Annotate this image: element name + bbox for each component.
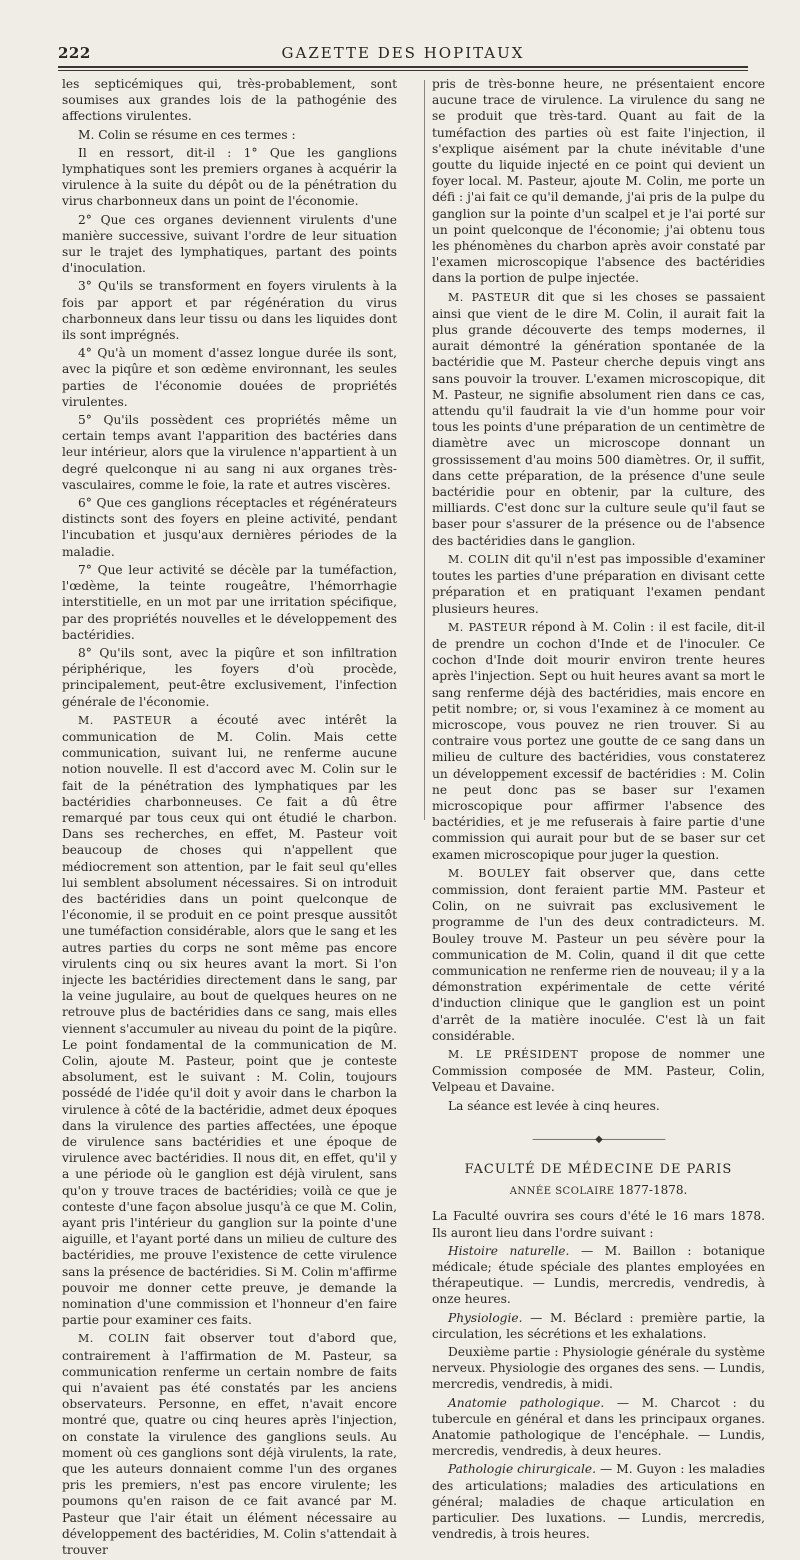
paragraph-text: 2° Que ces organes deviennent virulents d'une manière successive, suivant l'ordre de leur situation sur le trajet des lymphatiques, partant des points d'inoculation. bbox=[62, 212, 397, 276]
paragraph bbox=[62, 76, 397, 125]
paragraph-text: fait observer que, dans cette commission, dont feraient partie MM. Pasteur et Colin, on ne suivrait pas exclusivement le programme de l'un des deux contradicteurs. M. Bouley trouve M. Pasteur un peu sévère pour la communication de M. Colin, quand il dit que cette communication ne renferme rien de nouveau; il y a la démonstration expérimentale de cette vérité d'induction clinique que le ganglion est un point d'arrêt de la matière inoculée. C'est là un fait considérable. bbox=[432, 865, 765, 1043]
running-head: GAZETTE DES HOPITAUX bbox=[281, 44, 525, 62]
paragraph-text: 6° Que ces ganglions réceptacles et régénérateurs distincts sont des foyers en pleine activité, pendant l'incubation et jusqu'aux dernières périodes de la maladie. bbox=[62, 496, 397, 559]
paragraph bbox=[62, 278, 397, 343]
paragraph bbox=[432, 1098, 765, 1114]
paragraph bbox=[432, 551, 765, 617]
paragraph-text: propose de nommer une Commission composée de MM. Pasteur, Colin, Velpeau et Davaine. bbox=[432, 1046, 765, 1095]
left-column bbox=[62, 76, 397, 1560]
paragraph-text: 4° Qu'à un moment d'assez longue durée ils sont, avec la piqûre et son œdème environnant, les seules parties de l'économie douées de propriétés virulentes. bbox=[62, 346, 397, 409]
paragraph-text: les septicémiques qui, très-probablement, sont soumises aux grandes lois de la pathogénie des affections virulentes. bbox=[62, 77, 397, 124]
paragraph bbox=[432, 865, 765, 1044]
paragraph bbox=[432, 1344, 765, 1393]
course-name: Histoire naturelle. bbox=[448, 1243, 570, 1258]
paragraph bbox=[62, 412, 397, 493]
paragraph bbox=[432, 619, 765, 863]
paragraph bbox=[62, 562, 397, 643]
paragraph bbox=[62, 495, 397, 560]
paragraph bbox=[432, 1046, 765, 1096]
speaker-name: M. PASTEUR bbox=[78, 713, 172, 727]
paragraph-text: 5° Qu'ils possèdent ces propriétés même un certain temps avant l'apparition des bactéries dans leur intérieur, alors que la virulence n'appartient à un degré quelconque ni au sang ni aux organes très-vasculaires, comme le foie, la rate et autres viscères. bbox=[62, 413, 397, 492]
paragraph-text: 3° Qu'ils se transforment en foyers virulents à la fois par apport et par régénération du virus charbonneux dans leur tissu ou dans les liquides dont ils sont imprégnés. bbox=[62, 279, 397, 343]
speaker-name: M. PASTEUR bbox=[448, 290, 530, 304]
paragraph bbox=[432, 1208, 765, 1240]
paragraph-text: La Faculté ouvrira ses cours d'été le 16 mars 1878. Ils auront lieu dans l'ordre suivant : bbox=[432, 1209, 765, 1240]
paragraph-text: — M. Guyon : les maladies des articulations; maladies des articulations en général; maladies de chaque articulation en particulier. Des luxations. — Lundis, mercredis, vendredis, à trois heures. bbox=[432, 1462, 765, 1542]
paragraph-text: dit que si les choses se passaient ainsi que vient de le dire M. Colin, il aurait fait la plus grande découverte des temps modernes, il aurait démontré la génération spontanée de la bactéridie que M. Pasteur cherche depuis vingt ans sans pouvoir la trouver. L'examen microscopique, dit M. Pasteur, ne signifie absolument rien dans ce cas, attendu qu'il faudrait la vie d'un homme pour voir tous les points d'une préparation de un centimètre de diamètre avec un microscope donnant un grossissement d'au moins 500 diamètres. Or, il suffit, dans cette préparation, de la présence d'une seule bactéridie pour en obtenir, par la culture, des milliards. C'est donc sur la culture seule qu'il faut se baser pour s'assurer de la présence ou de l'absence des bactéridies dans le ganglion. bbox=[432, 289, 766, 548]
section-subtitle bbox=[432, 1182, 765, 1200]
header-rule-thin bbox=[58, 70, 748, 71]
paragraph bbox=[62, 127, 397, 143]
paragraph-text: a écouté avec intérêt la communication de M. Colin. Mais cette communication, suivant lui, ne renferme aucune notion nouvelle. Il est d'accord avec M. Colin sur le fait de la pénétration des lymphatiques par les bactéridies charbonneuses. Ce fait a dû être remarqué par tous ceux qui ont étudié le charbon. Dans ses recherches, en effet, M. Pasteur voit beaucoup de choses qui n'appellent que médiocrement son attention, par le fait seul qu'elles lui semblent absolument nécessaires. Si on introduit des bactéridies dans un point quelconque de l'économie, il se produit en ce point presque aussitôt une tuméfaction considérable, alors que le sang et les autres parties du corps ne sont même pas encore virulents cinq ou six heures avant la mort. Si l'on injecte les bactéridies directement dans le sang, par la veine jugulaire, au bout de quelques heures on ne retrouve plus de bactéridies dans ce sang, mais elles viennent s'accumuler au niveau du point de la piqûre. Le point fondamental de la communication de M. Colin, ajoute M. Pasteur, point que je conteste absolument, est le suivant : M. Colin, toujours possédé de l'idée qu'il doit y avoir dans le charbon la virulence à côté de la bactéridie, admet deux époques dans la virulence des parties affectées, une époque de virulence sans bactéridies et une époque de virulence avec bactéridies. Il nous dit, en effet, qu'il y a une période où le ganglion est déjà virulent, sans qu'on y trouve traces de bactéridies; voilà ce que je conteste d'une façon absolue jusqu'à ce que M. Colin, ayant pris l'intérieur du ganglion sur la pointe d'une aiguille, et l'ayant porté dans un milieu de culture des bactéridies, me prouve l'existence de cette virulence sans la présence de bactéridies. Si M. Colin m'affirme pouvoir me donner cette preuve, je demande la nomination d'une commission et l'honneur d'en faire partie pour examiner ces faits. bbox=[62, 712, 398, 1328]
course-name: Pathologie chirurgicale. bbox=[448, 1462, 597, 1477]
paragraph-text: Il en ressort, dit-il : 1° Que les ganglions lymphatiques sont les premiers organes à acquérir la virulence à la suite du dépôt ou de la pénétration du virus charbonneux dans un point de l'économie. bbox=[62, 145, 397, 209]
speaker-name: M. PASTEUR bbox=[448, 620, 527, 634]
subtitle-years: 1877-1878. bbox=[618, 1183, 688, 1198]
header-rule bbox=[58, 66, 748, 68]
section-paragraphs bbox=[432, 1208, 765, 1542]
paragraph-text: 7° Que leur activité se décèle par la tuméfaction, l'œdème, la teinte rougeâtre, l'hémorrhagie interstitielle, en un mot par une irritation spécifique, par des propriétés nouvelles et le développement des bactéridies. bbox=[62, 562, 397, 642]
section-title: FACULTÉ DE MÉDECINE DE PARIS bbox=[464, 1162, 733, 1177]
page-header bbox=[58, 44, 748, 64]
paragraph bbox=[62, 712, 397, 1329]
paragraph-text: 8° Qu'ils sont, avec la piqûre et son infiltration périphérique, les foyers d'où procède, principalement, peut-être exclusivement, l'infection générale de l'économie. bbox=[62, 645, 397, 709]
paragraph bbox=[432, 289, 765, 549]
speaker-name: M. BOULEY bbox=[448, 866, 531, 880]
paragraph-text: M. Colin se résume en ces termes : bbox=[78, 127, 296, 142]
paragraph-text: dit qu'il n'est pas impossible d'examiner toutes les parties d'une préparation en divisant cette préparation et en pratiquant l'examen pendant plusieurs heures. bbox=[432, 551, 765, 616]
paragraph bbox=[62, 645, 397, 710]
paragraph bbox=[432, 1243, 765, 1308]
paragraph-text: La séance est levée à cinq heures. bbox=[448, 1098, 660, 1113]
speaker-name: M. LE PRÉSIDENT bbox=[448, 1047, 579, 1061]
paragraph-text: répond à M. Colin : il est facile, dit-il de prendre un cochon d'Inde et de l'inoculer. Ce cochon d'Inde doit mourir environ trente heures après l'injection. Sept ou huit heures avant sa mort le sang renferme déjà des bactéridies, mais encore en petit nombre; or, si vous l'examinez à ce moment au microscope, vous pouvez ne rien trouver. Si au contraire vous portez une goutte de ce sang dans un milieu de culture des bactéridies, vous constaterez un développement excessif de bactéridies : M. Colin ne peut donc pas se baser sur l'examen microscopique pour affirmer l'absence des bactéridies, et je me refuserais à faire partie d'une commission qui aurait pour but de se baser sur cet examen microscopique pour juger la question. bbox=[432, 619, 765, 862]
section-separator: ———————◆——————— bbox=[532, 1133, 665, 1145]
paragraph-text: Deuxième partie : Physiologie générale du système nerveux. Physiologie des organes des sens. — Lundis, mercredis, vendredis, à midi. bbox=[432, 1345, 765, 1392]
course-name: Anatomie pathologique. bbox=[448, 1395, 605, 1410]
paragraph bbox=[432, 1461, 765, 1542]
paragraph bbox=[432, 1395, 765, 1460]
paragraph bbox=[62, 145, 397, 210]
paragraph bbox=[62, 1330, 397, 1558]
speaker-name: M. COLIN bbox=[448, 552, 510, 566]
paragraph bbox=[432, 76, 765, 287]
speaker-name: M. COLIN bbox=[78, 1332, 150, 1346]
paragraph bbox=[62, 345, 397, 410]
paragraph-text: — M. Charcot : du tubercule en général et dans les principaux organes. Anatomie pathologique de l'encéphale. — Lundis, mercredis, vendredis, à deux heures. bbox=[432, 1395, 765, 1459]
right-column-paragraphs bbox=[432, 76, 765, 1114]
paragraph bbox=[432, 1310, 765, 1342]
paragraph-text: pris de très-bonne heure, ne présentaient encore aucune trace de virulence. La virulence du sang ne se produit que très-tard. Quant au fait de la tuméfaction des parties où est faite l'injection, il s'explique aisément par la chute inévitable d'une goutte du liquide injecté en ce point qui devient un foyer local. M. Pasteur, ajoute M. Colin, me porte un défi : j'ai fait ce qu'il demande, j'ai pris de la pulpe du ganglion sur la pointe d'un scalpel et je l'ai porté sur un point quelconque de l'économie; j'ai obtenu tous les phénomènes du charbon après avoir constaté par l'examen microscopique l'absence des bactéridies dans la portion de pulpe injectée. bbox=[432, 77, 765, 286]
course-name: Physiologie. bbox=[448, 1310, 523, 1325]
column-divider bbox=[424, 80, 425, 820]
paragraph-text: fait observer tout d'abord que, contrairement à l'affirmation de M. Pasteur, sa communication renferme un certain nombre de faits qui n'avaient pas été constatés par les anciens observateurs. Personne, en effet, n'avait encore montré que, quatre ou cinq heures après l'injection, on constate la virulence des ganglions seuls. Au moment où ces ganglions sont déjà virulents, la rate, que les auteurs donnaient comme l'un des organes pris les premiers, n'est pas encore virulente; les poumons qu'en raison de ce fait avancé par M. Pasteur que l'air était un élément nécessaire au développement des bactéridies, M. Colin s'attendait à trouver bbox=[62, 1331, 398, 1558]
paragraph bbox=[62, 212, 397, 277]
paragraph-text: — M. Béclard : première partie, la circulation, les sécrétions et les exhalations. bbox=[432, 1310, 765, 1341]
page-number: 222 bbox=[58, 44, 91, 62]
right-column bbox=[432, 76, 765, 1544]
subtitle-label: ANNÉE SCOLAIRE bbox=[509, 1186, 615, 1198]
paragraph-text: — M. Baillon : botanique médicale; étude spéciale des plantes employées en thérapeutique. — Lundis, mercredis, vendredis, à onze heures. bbox=[432, 1243, 765, 1307]
